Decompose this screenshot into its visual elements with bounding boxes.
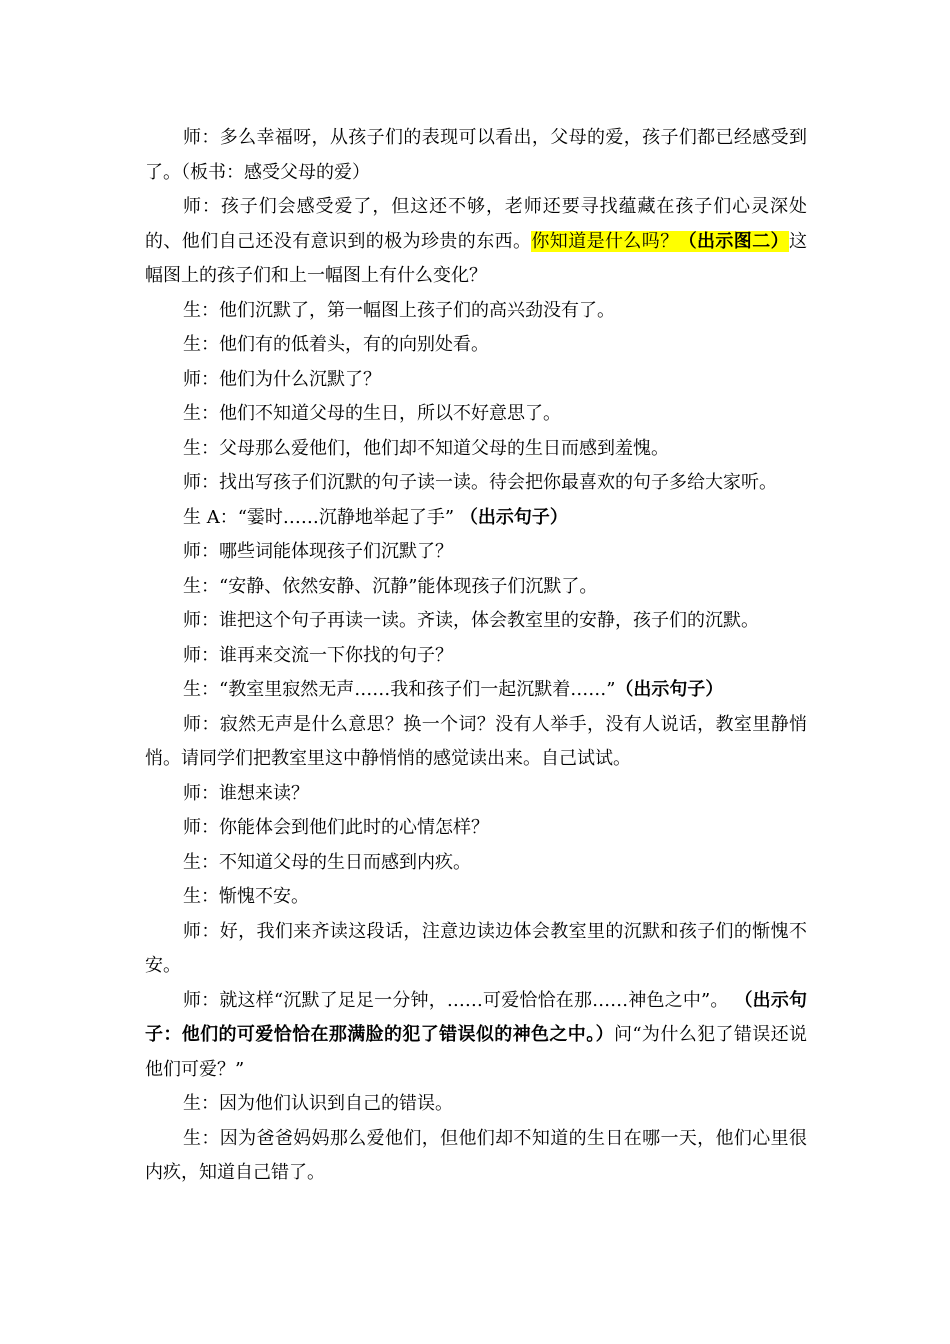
paragraph-text: 生：“安静、依然安静、沉静”能体现孩子们沉默了。 (183, 575, 598, 597)
paragraph-text: 师：找出写孩子们沉默的句子读一读。待会把你最喜欢的句子多给大家听。 (183, 472, 777, 493)
paragraph-text: 生：因为他们认识到自己的错误。 (183, 1093, 453, 1114)
highlighted-text: （出示图二） (678, 230, 790, 252)
dialogue-paragraph (145, 363, 807, 398)
paragraph-text: 师：谁再来交流一下你找的句子？ (183, 644, 453, 666)
dialogue-paragraph (145, 397, 807, 432)
dialogue-paragraph (145, 604, 807, 639)
paragraph-text: 师：他们为什么沉默了？ (183, 368, 381, 390)
dialogue-paragraph (145, 328, 807, 363)
paragraph-text: 问“为什么犯了错误还说他们可爱？” (145, 1024, 808, 1080)
paragraph-text: 师：多么幸福呀，从孩子们的表现可以看出，父母的爱，孩子们都已经感受到了。（板书：感受父母的爱） (145, 127, 807, 183)
dialogue-paragraph (145, 811, 807, 846)
paragraph-text: 生：他们沉默了，第一幅图上孩子们的高兴劲没有了。 (183, 299, 615, 321)
paragraph-text: 生：“教室里寂然无声……我和孩子们一起沉默着……” (183, 679, 616, 700)
paragraph-text: 生：他们不知道父母的生日，所以不好意思了。 (183, 403, 561, 424)
bold-text: （出示句子） (459, 506, 568, 528)
paragraph-text: 生：他们有的低着头，有的向别处看。 (183, 334, 489, 355)
dialogue-paragraph (145, 501, 807, 536)
highlighted-text: 你知道是什么吗？ (531, 230, 679, 252)
dialogue-paragraph (145, 1122, 807, 1191)
paragraph-text: 生：惭愧不安。 (183, 886, 309, 907)
dialogue-paragraph (145, 880, 807, 915)
dialogue-paragraph (145, 639, 807, 674)
paragraph-text: 师：就这样“沉默了足足一分钟，……可爱恰恰在那……神色之中”。 (183, 989, 735, 1011)
paragraph-text: 生：不知道父母的生日而感到内疚。 (183, 851, 471, 873)
paragraph-text: 师：好，我们来齐读这段话，注意边读边体会教室里的沉默和孩子们的惭愧不安。 (145, 920, 807, 976)
bold-text: （出示句子：他们的可爱恰恰在那满脸的犯了错误似的神色之中。） (145, 989, 808, 1045)
dialogue-paragraph (145, 535, 807, 570)
dialogue-paragraph (145, 1087, 807, 1122)
dialogue-paragraph (145, 846, 807, 881)
dialogue-paragraph (145, 915, 807, 984)
dialogue-paragraph (145, 984, 807, 1088)
paragraph-text: 生：父母那么爱他们，他们却不知道父母的生日而感到羞愧。 (183, 437, 669, 459)
paragraph-text: 师：谁想来读？ (183, 782, 309, 804)
bold-text: （出示句子） (615, 679, 724, 700)
dialogue-paragraph (145, 466, 807, 501)
dialogue-paragraph (145, 121, 807, 190)
dialogue-paragraph (145, 673, 807, 708)
dialogue-paragraph (145, 777, 807, 812)
paragraph-text: 生 A：“霎时……沉静地举起了手” (183, 506, 460, 528)
paragraph-text: 师：哪些词能体现孩子们沉默了？ (183, 541, 453, 562)
paragraph-text: 师：谁把这个句子再读一读。齐读，体会教室里的安静，孩子们的沉默。 (183, 610, 759, 631)
paragraph-text: 这幅图上的孩子们和上一幅图上有什么变化？ (145, 230, 808, 286)
paragraph-text: 师：寂然无声是什么意思？换一个词？没有人举手，没有人说话，教室里静悄悄。请同学们把教室里这中静悄悄的感觉读出来。自己试试。 (145, 713, 807, 769)
dialogue-paragraph (145, 708, 807, 777)
document-body (145, 121, 807, 1191)
paragraph-text: 生：因为爸爸妈妈那么爱他们，但他们却不知道的生日在哪一天，他们心里很内疚，知道自己错了。 (145, 1127, 807, 1183)
paragraph-text: 师：孩子们会感受爱了，但这还不够，老师还要寻找蕴藏在孩子们心灵深处的、他们自己还没有意识到的极为珍贵的东西。 (145, 196, 807, 252)
dialogue-paragraph (145, 570, 807, 605)
dialogue-paragraph (145, 294, 807, 329)
dialogue-paragraph (145, 432, 807, 467)
dialogue-paragraph (145, 190, 807, 294)
paragraph-text: 师：你能体会到他们此时的心情怎样？ (183, 817, 489, 838)
